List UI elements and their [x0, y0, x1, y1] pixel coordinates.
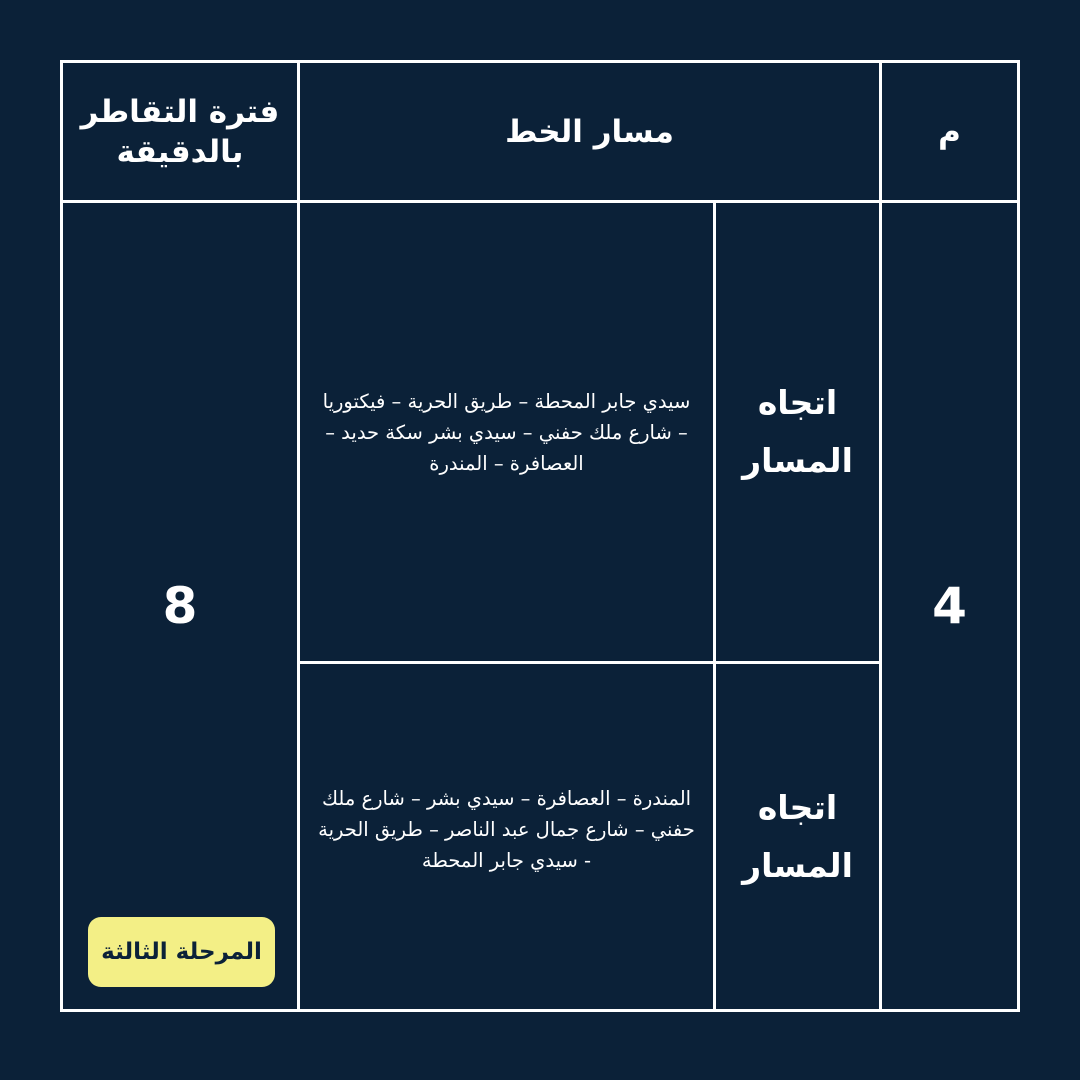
row-index: 4 — [932, 577, 967, 635]
direction-route-2: المندرة – العصافرة – سيدي بشر – شارع ملك حفني – شارع جمال عبد الناصر – طريق الحرية - سيدي جابر المحطة — [318, 786, 695, 872]
row-interval: 8 — [162, 577, 198, 635]
phase-badge: المرحلة الثالثة — [88, 917, 275, 987]
table-border-bottom — [60, 1009, 1020, 1012]
header-index: م — [938, 113, 961, 150]
direction-label-2: اتجاه المسار — [742, 787, 853, 885]
column-divider-direction — [713, 200, 716, 1012]
direction-route-1: سيدي جابر المحطة – طريق الحرية – فيكتوريا – شارع ملك حفني – سيدي بشر سكة حديد – العصافرة – المندرة — [322, 389, 691, 475]
header-route: مسار الخط — [505, 113, 674, 150]
header-interval: فترة التقاطر بالدقيقة — [80, 93, 280, 170]
direction-label-1: اتجاه المسار — [742, 383, 853, 480]
